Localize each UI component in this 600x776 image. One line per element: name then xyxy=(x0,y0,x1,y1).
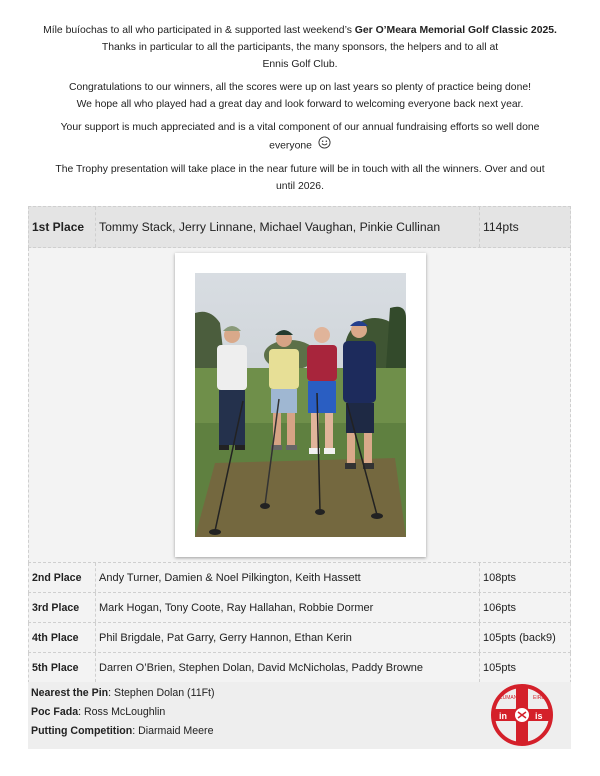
intro-line: Ennis Golf Club. xyxy=(262,59,338,70)
table-row-4th-place xyxy=(28,623,571,653)
table-row-1st-place xyxy=(28,206,571,248)
points: 108pts xyxy=(479,563,570,592)
intro-line: We hope all who played had a great day and look forward to welcoming everyone back next year. xyxy=(76,99,524,110)
points: 105pts xyxy=(479,653,570,682)
svg-text:EIRE: EIRE xyxy=(533,695,545,701)
points: 105pts (back9) xyxy=(479,623,570,652)
poc-fada xyxy=(31,706,165,718)
points: 106pts xyxy=(479,593,570,622)
table-row-5th-place xyxy=(28,653,571,683)
intro-paragraph-1 xyxy=(28,22,572,73)
intro-line: Congratulations to our winners, all the scores were up on last years so plenty of practice being done! xyxy=(68,82,532,93)
team-names: Phil Brigdale, Pat Garry, Gerry Hannon, Ethan Kerin xyxy=(95,623,479,652)
svg-text:is: is xyxy=(535,711,543,721)
table-row-2nd-place xyxy=(28,563,571,593)
putting-competition xyxy=(31,725,213,737)
intro-paragraph-4 xyxy=(28,161,572,195)
award-label: Nearest the Pin xyxy=(31,687,109,699)
place-label: 2nd Place xyxy=(32,571,82,584)
winners-photo-row xyxy=(28,248,571,563)
table-row-3rd-place xyxy=(28,593,571,623)
winners-photo-image xyxy=(195,273,406,537)
team-names: Tommy Stack, Jerry Linnane, Michael Vaughan, Pinkie Cullinan xyxy=(95,207,479,247)
svg-text:CUMANN: CUMANN xyxy=(499,695,521,701)
points: 114pts xyxy=(479,207,570,247)
intro-line: Your support is much appreciated and is a vital component of our annual fundraising efforts so well done xyxy=(60,122,540,133)
club-crest-logo xyxy=(489,682,555,751)
place-label: 4th Place xyxy=(32,631,79,644)
intro-text xyxy=(28,22,572,201)
award-label: Poc Fada xyxy=(31,706,79,718)
award-winner: : Diarmaid Meere xyxy=(132,725,214,737)
intro-line: The Trophy presentation will take place in the near future will be in touch with all the winners. Over and out xyxy=(55,164,545,175)
place-label: 1st Place xyxy=(32,220,85,234)
team-names: Mark Hogan, Tony Coote, Ray Hallahan, Robbie Dormer xyxy=(95,593,479,622)
award-label: Putting Competition xyxy=(31,725,133,737)
intro-line: until 2026. xyxy=(276,181,324,192)
nearest-the-pin xyxy=(31,687,215,699)
winners-photo xyxy=(175,253,426,557)
intro-line: Míle buíochas to all who participated in & supported last weekend’s xyxy=(43,25,355,36)
results-table xyxy=(28,206,571,683)
team-names: Andy Turner, Damien & Noel Pilkington, Keith Hassett xyxy=(95,563,479,592)
place-label: 5th Place xyxy=(32,661,79,674)
smiley-icon xyxy=(318,136,331,155)
event-name: Ger O’Meara Memorial Golf Classic 2025. xyxy=(354,25,557,36)
team-names: Darren O’Brien, Stephen Dolan, David McNicholas, Paddy Browne xyxy=(95,653,479,682)
intro-line: Thanks in particular to all the participants, the many sponsors, the helpers and to all at xyxy=(101,42,499,53)
award-winner: : Ross McLoughlin xyxy=(78,706,166,718)
svg-text:in: in xyxy=(499,711,507,721)
award-winner: : Stephen Dolan (11Ft) xyxy=(108,687,215,699)
place-label: 3rd Place xyxy=(32,601,80,614)
intro-paragraph-3 xyxy=(28,119,572,155)
intro-line: everyone xyxy=(269,140,312,152)
other-awards xyxy=(28,682,571,749)
intro-paragraph-2 xyxy=(28,79,572,113)
